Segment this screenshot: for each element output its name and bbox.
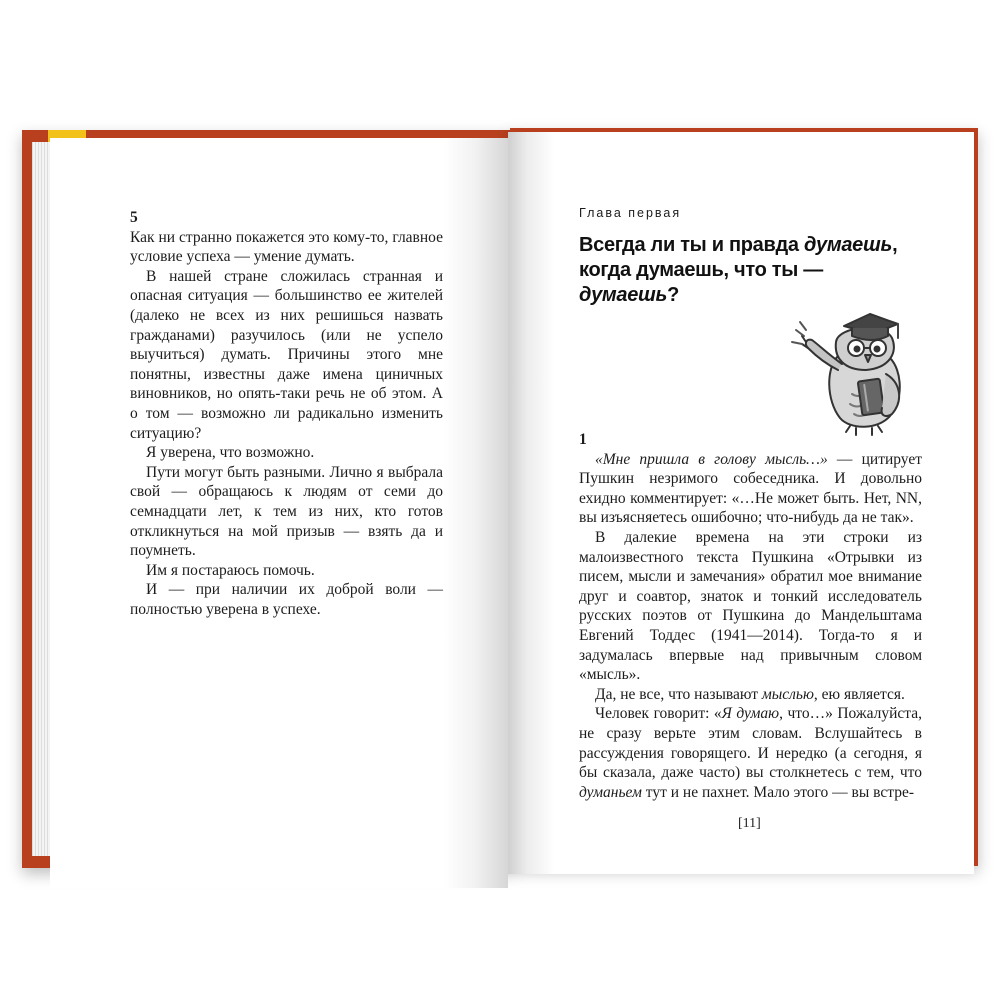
paragraph xyxy=(579,450,922,528)
quote-italic: «Мне пришла в голову мысль…» xyxy=(595,450,828,468)
paragraph xyxy=(579,685,922,705)
paragraph xyxy=(579,704,922,802)
section-number: 1 xyxy=(579,431,587,448)
paragraph: Пути могут быть разными. Лично я выбрала свой — обращаюсь к людям от семи до семнадцати лет, к тем из них, кто готов откликнуться на мой призыв — взять да и поумнеть. xyxy=(130,463,443,560)
paragraph: Я уверена, что возможно. xyxy=(146,444,315,462)
paragraph: В нашей стране сложилась странная и опасная ситуация — большинство ее жителей (далеко не всех из них решишься назвать гражданами) разучилось (или не успело выучиться) думать. Причины этого мне понятны, известны даже имена циничных виновников, но опять-таки речь не об этом. А о том — возможно ли радикально изменить ситуацию? xyxy=(130,267,443,442)
paragraph-text: тут и не пахнет. Мало этого — вы встре- xyxy=(641,783,914,801)
section-number: 5 xyxy=(130,209,138,226)
title-text-italic: думаешь xyxy=(803,234,893,256)
italic-word: мыслью xyxy=(761,685,814,703)
paragraph-text: — цитирует Пушкин незримого собеседника. И довольно ехидно комментирует: «…Не может быть. Нет, NN, вы изъясняетесь ошибочно; что-нибудь да не так». xyxy=(579,450,923,527)
paragraph: Им я постараюсь помочь. xyxy=(146,561,315,579)
owl-professor-icon xyxy=(786,308,918,440)
left-page-text xyxy=(130,208,443,619)
chapter-title xyxy=(579,233,919,308)
italic-word: Я думаю xyxy=(721,705,780,723)
paragraph-text: , ею является. xyxy=(813,685,905,703)
title-text: Всегда ли ты и правда xyxy=(579,234,804,256)
paragraph: В далекие времена на эти строки из малоизвестного текста Пушкина «Отрывки из писем, мысли и замечания» обратил мое внимание друг и соавтор, знаток и тонкий исследователь русских поэтов от Пушкина до Мандельштама Евгений Тоддес (1941—2014). Тогда-то я и задумалась впервые над привычным словом «мысль». xyxy=(579,528,922,684)
page-number: [11] xyxy=(738,816,761,831)
italic-word: думаньем xyxy=(579,783,642,801)
paragraph-text: Человек говорит: « xyxy=(595,705,722,723)
paragraph: И — при наличии их доброй воли — полностью уверена в успехе. xyxy=(130,581,443,618)
right-page-text xyxy=(579,430,922,802)
title-text: ? xyxy=(667,284,680,306)
page-edges xyxy=(32,142,52,856)
title-text-italic: думаешь xyxy=(579,284,668,306)
title-text: , когда думаешь, что ты — xyxy=(579,234,898,281)
paragraph-text: Да, не все, что называют xyxy=(595,685,762,703)
paragraph-text: , что…» Пожалуйста, не сразу верьте этим словам. Вслушайтесь в рассуждения говорящего. И нередко (а сегодня, я бы сказала, даже часто) вы столкнетесь с тем, что xyxy=(579,705,923,782)
chapter-label: Глава первая xyxy=(579,206,682,220)
paragraph: Как ни странно покажется это кому-то, главное условие успеха — умение думать. xyxy=(130,228,443,266)
